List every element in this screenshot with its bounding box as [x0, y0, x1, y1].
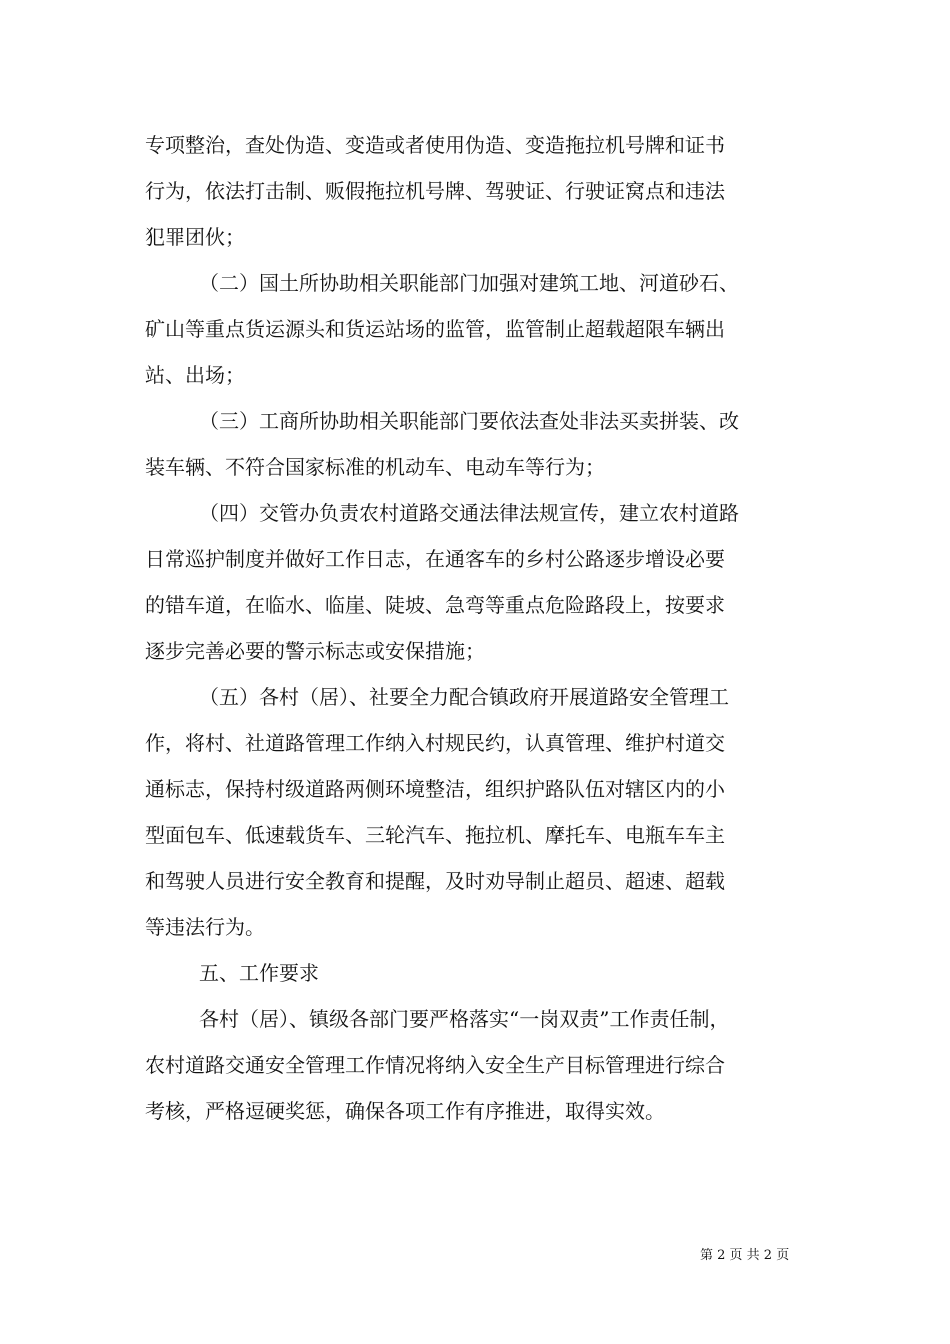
- section-heading: 五、工作要求: [199, 961, 319, 985]
- text-line: 日常巡护制度并做好工作日志，在通客车的乡村公路逐步增设必要: [145, 547, 725, 571]
- document-body: [145, 122, 810, 1134]
- text-line: 矿山等重点货运源头和货运站场的监管，监管制止超载超限车辆出: [145, 317, 725, 341]
- paragraph-start-requirements: 各村（居）、镇级各部门要严格落实“一岗双责”工作责任制，: [199, 1007, 730, 1031]
- text-line: 站、出场；: [145, 363, 245, 387]
- text-line: 行为，依法打击制、贩假拖拉机号牌、驾驶证、行驶证窝点和违法: [145, 179, 725, 203]
- paragraph-start-4: （四）交管办负责农村道路交通法律法规宣传，建立农村道路: [199, 501, 739, 525]
- text-line: 犯罪团伙；: [145, 225, 245, 249]
- text-line: 的错车道，在临水、临崖、陡坡、急弯等重点危险路段上，按要求: [145, 593, 725, 617]
- paragraph-start-2: （二）国土所协助相关职能部门加强对建筑工地、河道砂石、: [199, 271, 739, 295]
- text-line: 装车辆、不符合国家标准的机动车、电动车等行为；: [145, 455, 605, 479]
- text-line: 专项整治，查处伪造、变造或者使用伪造、变造拖拉机号牌和证书: [145, 133, 725, 157]
- page-number: 第 2 页 共 2 页: [700, 1248, 790, 1263]
- text-line: 等违法行为。: [145, 915, 265, 939]
- text-line: 型面包车、低速载货车、三轮汽车、拖拉机、摩托车、电瓶车车主: [145, 823, 725, 847]
- text-line: 和驾驶人员进行安全教育和提醒，及时劝导制止超员、超速、超载: [145, 869, 725, 893]
- paragraph-start-3: （三）工商所协助相关职能部门要依法查处非法买卖拼装、改: [199, 409, 739, 433]
- text-line: 农村道路交通安全管理工作情况将纳入安全生产目标管理进行综合: [145, 1053, 725, 1077]
- text-line: 通标志，保持村级道路两侧环境整洁，组织护路队伍对辖区内的小: [145, 777, 725, 801]
- text-line: 逐步完善必要的警示标志或安保措施；: [145, 639, 485, 663]
- paragraph-start-5: （五）各村（居）、社要全力配合镇政府开展道路安全管理工: [199, 685, 729, 709]
- text-line: 考核，严格逗硬奖惩，确保各项工作有序推进，取得实效。: [145, 1099, 665, 1123]
- text-line: 作，将村、社道路管理工作纳入村规民约，认真管理、维护村道交: [145, 731, 725, 755]
